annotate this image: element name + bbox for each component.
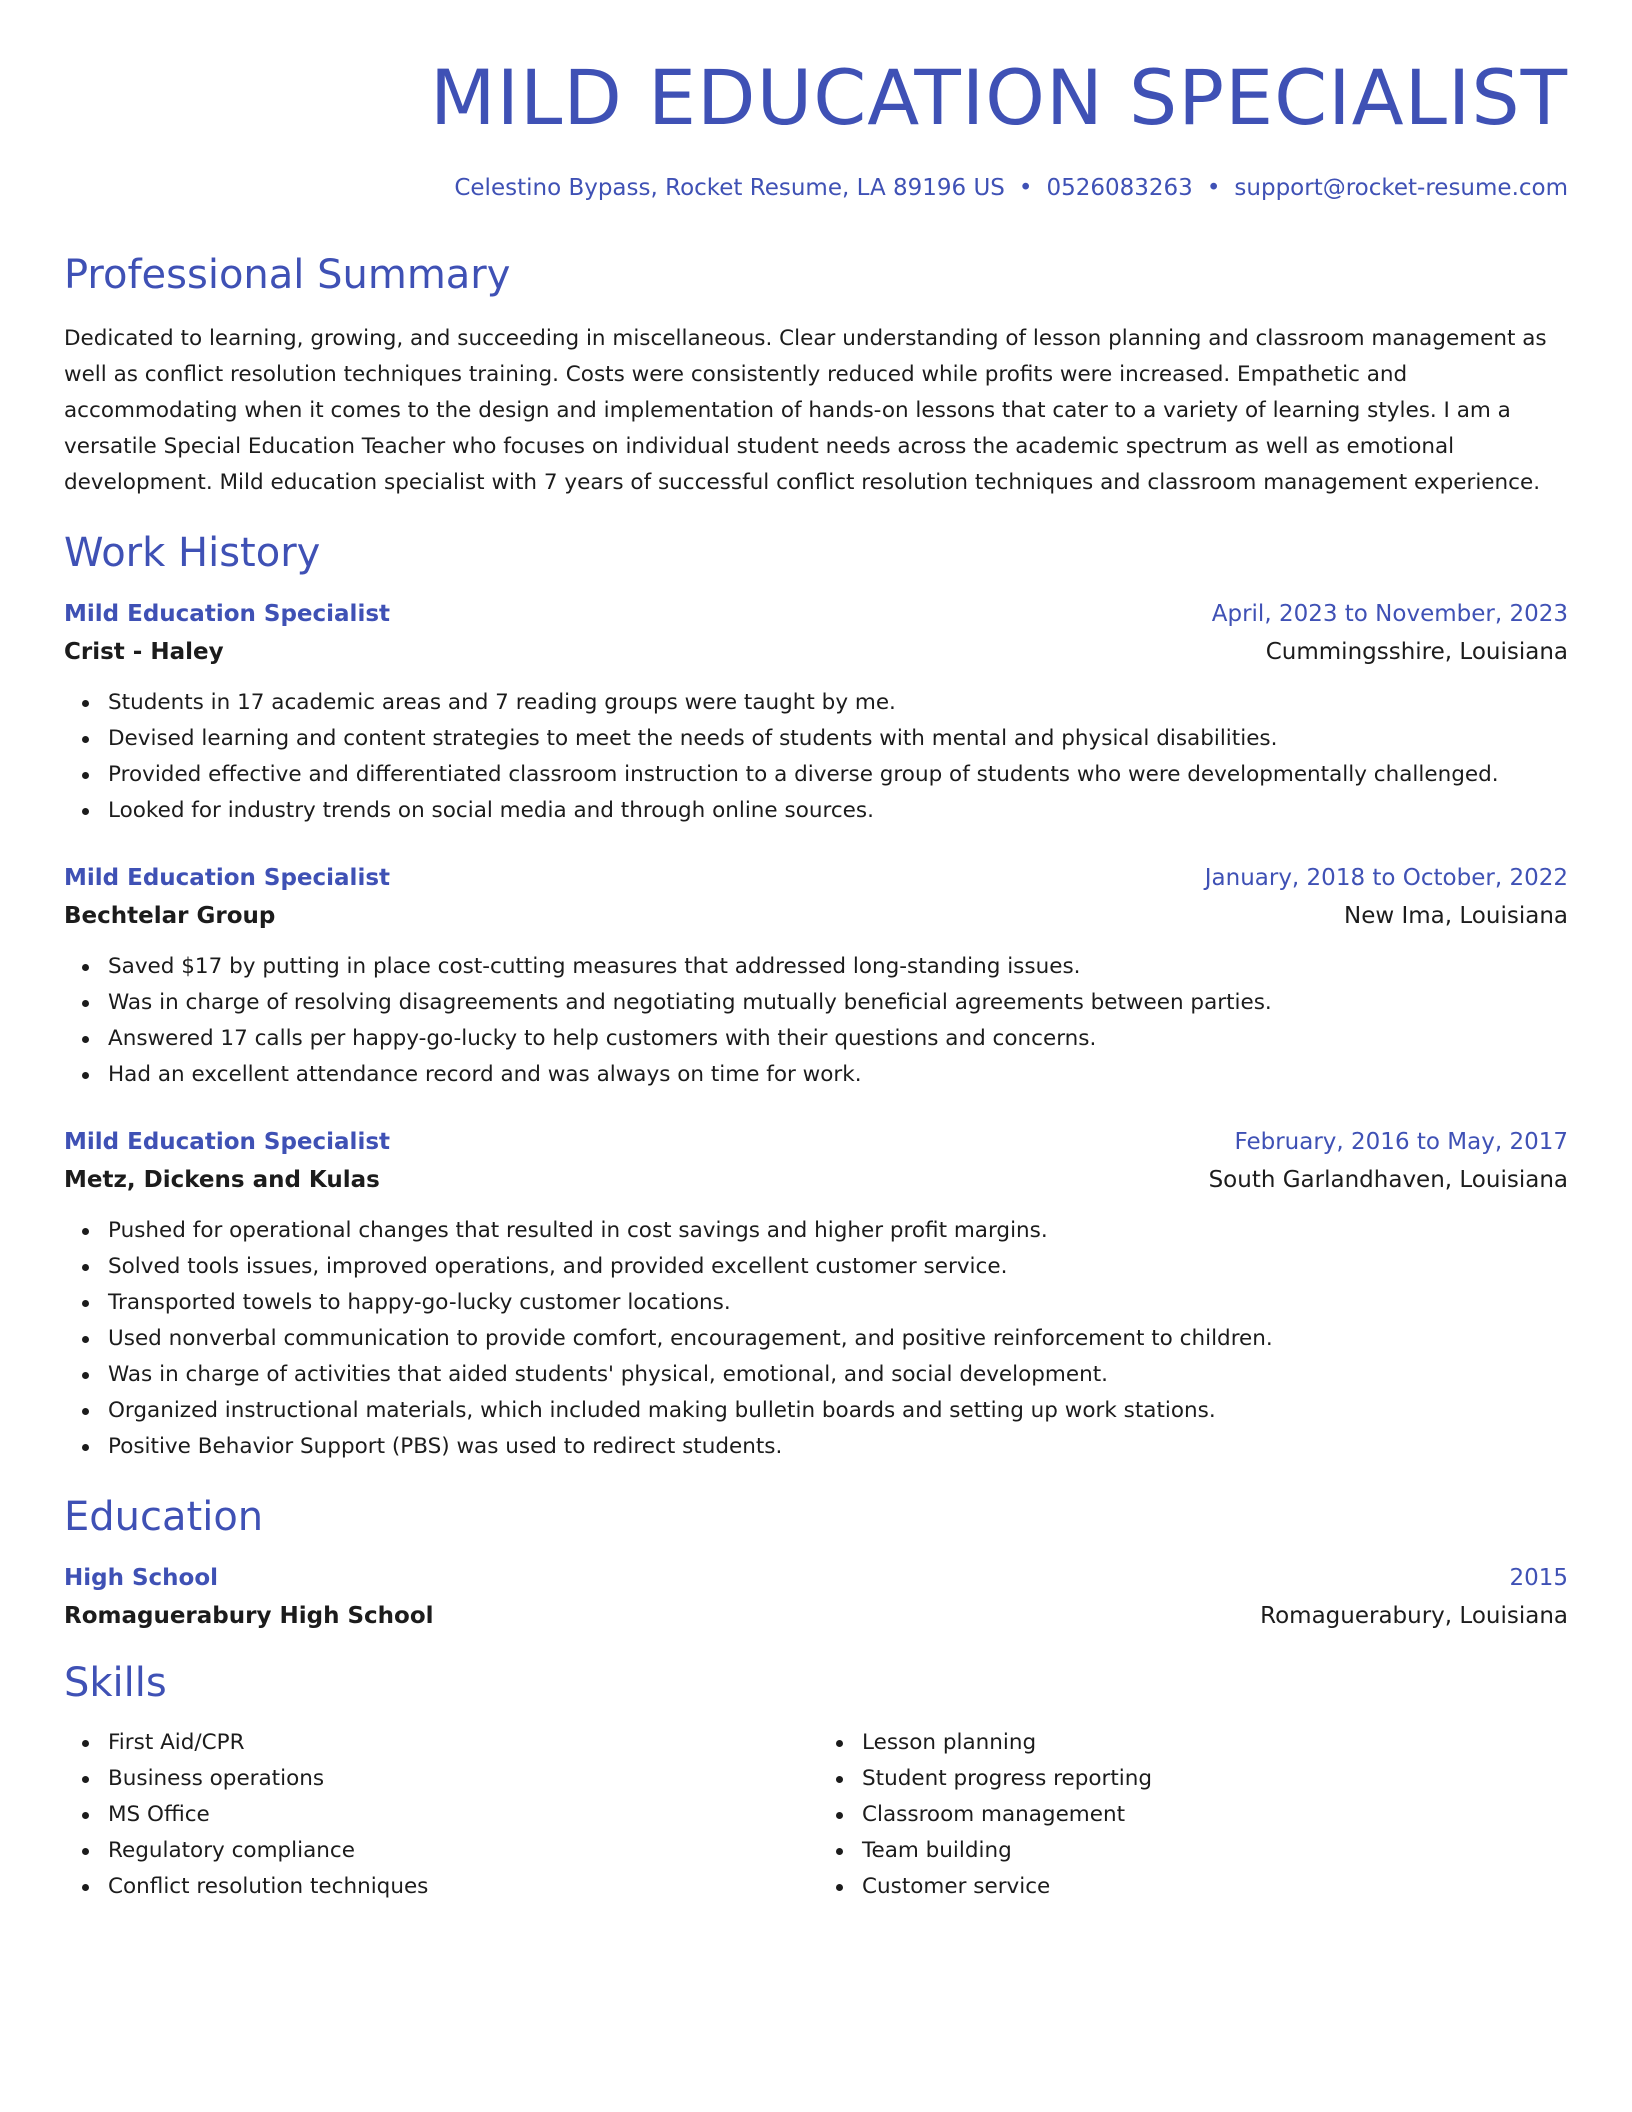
education-entry [64, 1565, 1568, 1629]
section-title-work-history: Work History [64, 530, 321, 577]
contact-email: support@rocket-resume.com [1234, 174, 1568, 201]
job-entry [64, 865, 1568, 1093]
job-header-row [64, 1129, 1568, 1155]
contact-address: Celestino Bypass, Rocket Resume, LA 89196 US [454, 174, 1005, 201]
skill-item: Regulatory compliance [108, 1833, 814, 1869]
job-bullet: Transported towels to happy-go-lucky customer locations. [108, 1285, 1568, 1321]
job-bullet: Answered 17 calls per happy-go-lucky to help customers with their questions and concerns. [108, 1021, 1568, 1057]
summary-text: Dedicated to learning, growing, and succeeding in miscellaneous. Clear understanding of lesson planning and classroom management as well as conflict resolution techniques training. Costs were consistently reduced while profits were increased. Empathetic and accommodating when it comes to the design and implementation of hands-on lessons that cater to a variety of learning styles. I am a versatile Special Education Teacher who focuses on individual student needs across the academic spectrum as well as emotional development. Mild education specialist with 7 years of successful conflict resolution techniques and classroom management experience. [64, 326, 1547, 496]
job-bullet: Students in 17 academic areas and 7 reading groups were taught by me. [108, 685, 1568, 721]
contact-line [64, 174, 1568, 204]
education-school-row [64, 1603, 1568, 1629]
job-bullet-list [64, 1213, 1568, 1465]
resume-header [64, 53, 1568, 203]
job-bullet: Pushed for operational changes that resulted in cost savings and higher profit margins. [108, 1213, 1568, 1249]
professional-summary-section [64, 251, 1568, 501]
skill-item: Student progress reporting [862, 1761, 1568, 1797]
skill-item: Customer service [862, 1869, 1568, 1905]
job-company: Crist - Haley [64, 639, 224, 666]
skill-item: First Aid/CPR [108, 1725, 814, 1761]
job-bullet: Had an excellent attendance record and was always on time for work. [108, 1057, 1568, 1093]
job-company-row [64, 1167, 1568, 1193]
work-history-section [64, 529, 1568, 1465]
skills-columns [64, 1725, 1568, 1905]
job-bullet: Was in charge of resolving disagreements and negotiating mutually beneficial agreements between parties. [108, 985, 1568, 1021]
job-company-row [64, 903, 1568, 929]
job-bullet-list [64, 949, 1568, 1093]
job-bullet: Organized instructional materials, which included making bulletin boards and setting up work stations. [108, 1393, 1568, 1429]
contact-phone: 0526083263 [1046, 174, 1193, 201]
skill-item: Conflict resolution techniques [108, 1869, 814, 1905]
job-location: South Garlandhaven, Louisiana [1208, 1167, 1568, 1194]
job-bullet: Provided effective and differentiated classroom instruction to a diverse group of students who were developmentally challenged. [108, 757, 1568, 793]
candidate-name: MILD EDUCATION SPECIALIST [430, 53, 1568, 142]
job-entry [64, 1129, 1568, 1465]
education-year: 2015 [1509, 1565, 1568, 1592]
skill-item: MS Office [108, 1797, 814, 1833]
skill-item: Lesson planning [862, 1725, 1568, 1761]
job-bullet: Looked for industry trends on social media and through online sources. [108, 793, 1568, 829]
job-company-row [64, 639, 1568, 665]
job-dates: April, 2023 to November, 2023 [1211, 601, 1568, 628]
skill-item: Classroom management [862, 1797, 1568, 1833]
contact-separator: • [1018, 174, 1033, 201]
job-title: Mild Education Specialist [64, 601, 391, 628]
job-bullet: Saved $17 by putting in place cost-cutting measures that addressed long-standing issues. [108, 949, 1568, 985]
skill-item: Business operations [108, 1761, 814, 1797]
job-bullet: Devised learning and content strategies to meet the needs of students with mental and physical disabilities. [108, 721, 1568, 757]
job-location: New Ima, Louisiana [1344, 903, 1568, 930]
job-bullet: Solved tools issues, improved operations, and provided excellent customer service. [108, 1249, 1568, 1285]
job-bullet: Was in charge of activities that aided students' physical, emotional, and social development. [108, 1357, 1568, 1393]
contact-separator: • [1206, 174, 1221, 201]
skills-list-left [64, 1725, 814, 1905]
skills-section [64, 1659, 1568, 1905]
job-dates: February, 2016 to May, 2017 [1234, 1129, 1568, 1156]
section-title-education: Education [64, 1494, 264, 1541]
job-entry [64, 601, 1568, 829]
job-company: Metz, Dickens and Kulas [64, 1167, 380, 1194]
education-header-row [64, 1565, 1568, 1591]
skill-item: Team building [862, 1833, 1568, 1869]
skills-list-right [814, 1725, 1568, 1905]
job-bullet-list [64, 685, 1568, 829]
job-title: Mild Education Specialist [64, 865, 391, 892]
education-school: Romaguerabury High School [64, 1603, 434, 1630]
job-dates: January, 2018 to October, 2022 [1204, 865, 1568, 892]
section-title-summary: Professional Summary [64, 252, 511, 299]
job-title: Mild Education Specialist [64, 1129, 391, 1156]
job-bullet: Used nonverbal communication to provide comfort, encouragement, and positive reinforcement to children. [108, 1321, 1568, 1357]
section-title-skills: Skills [64, 1660, 167, 1707]
education-section [64, 1493, 1568, 1629]
job-location: Cummingsshire, Louisiana [1265, 639, 1568, 666]
education-location: Romaguerabury, Louisiana [1260, 1603, 1568, 1630]
job-bullet: Positive Behavior Support (PBS) was used to redirect students. [108, 1429, 1568, 1465]
education-degree: High School [64, 1565, 219, 1592]
job-header-row [64, 865, 1568, 891]
job-company: Bechtelar Group [64, 903, 276, 930]
job-header-row [64, 601, 1568, 627]
